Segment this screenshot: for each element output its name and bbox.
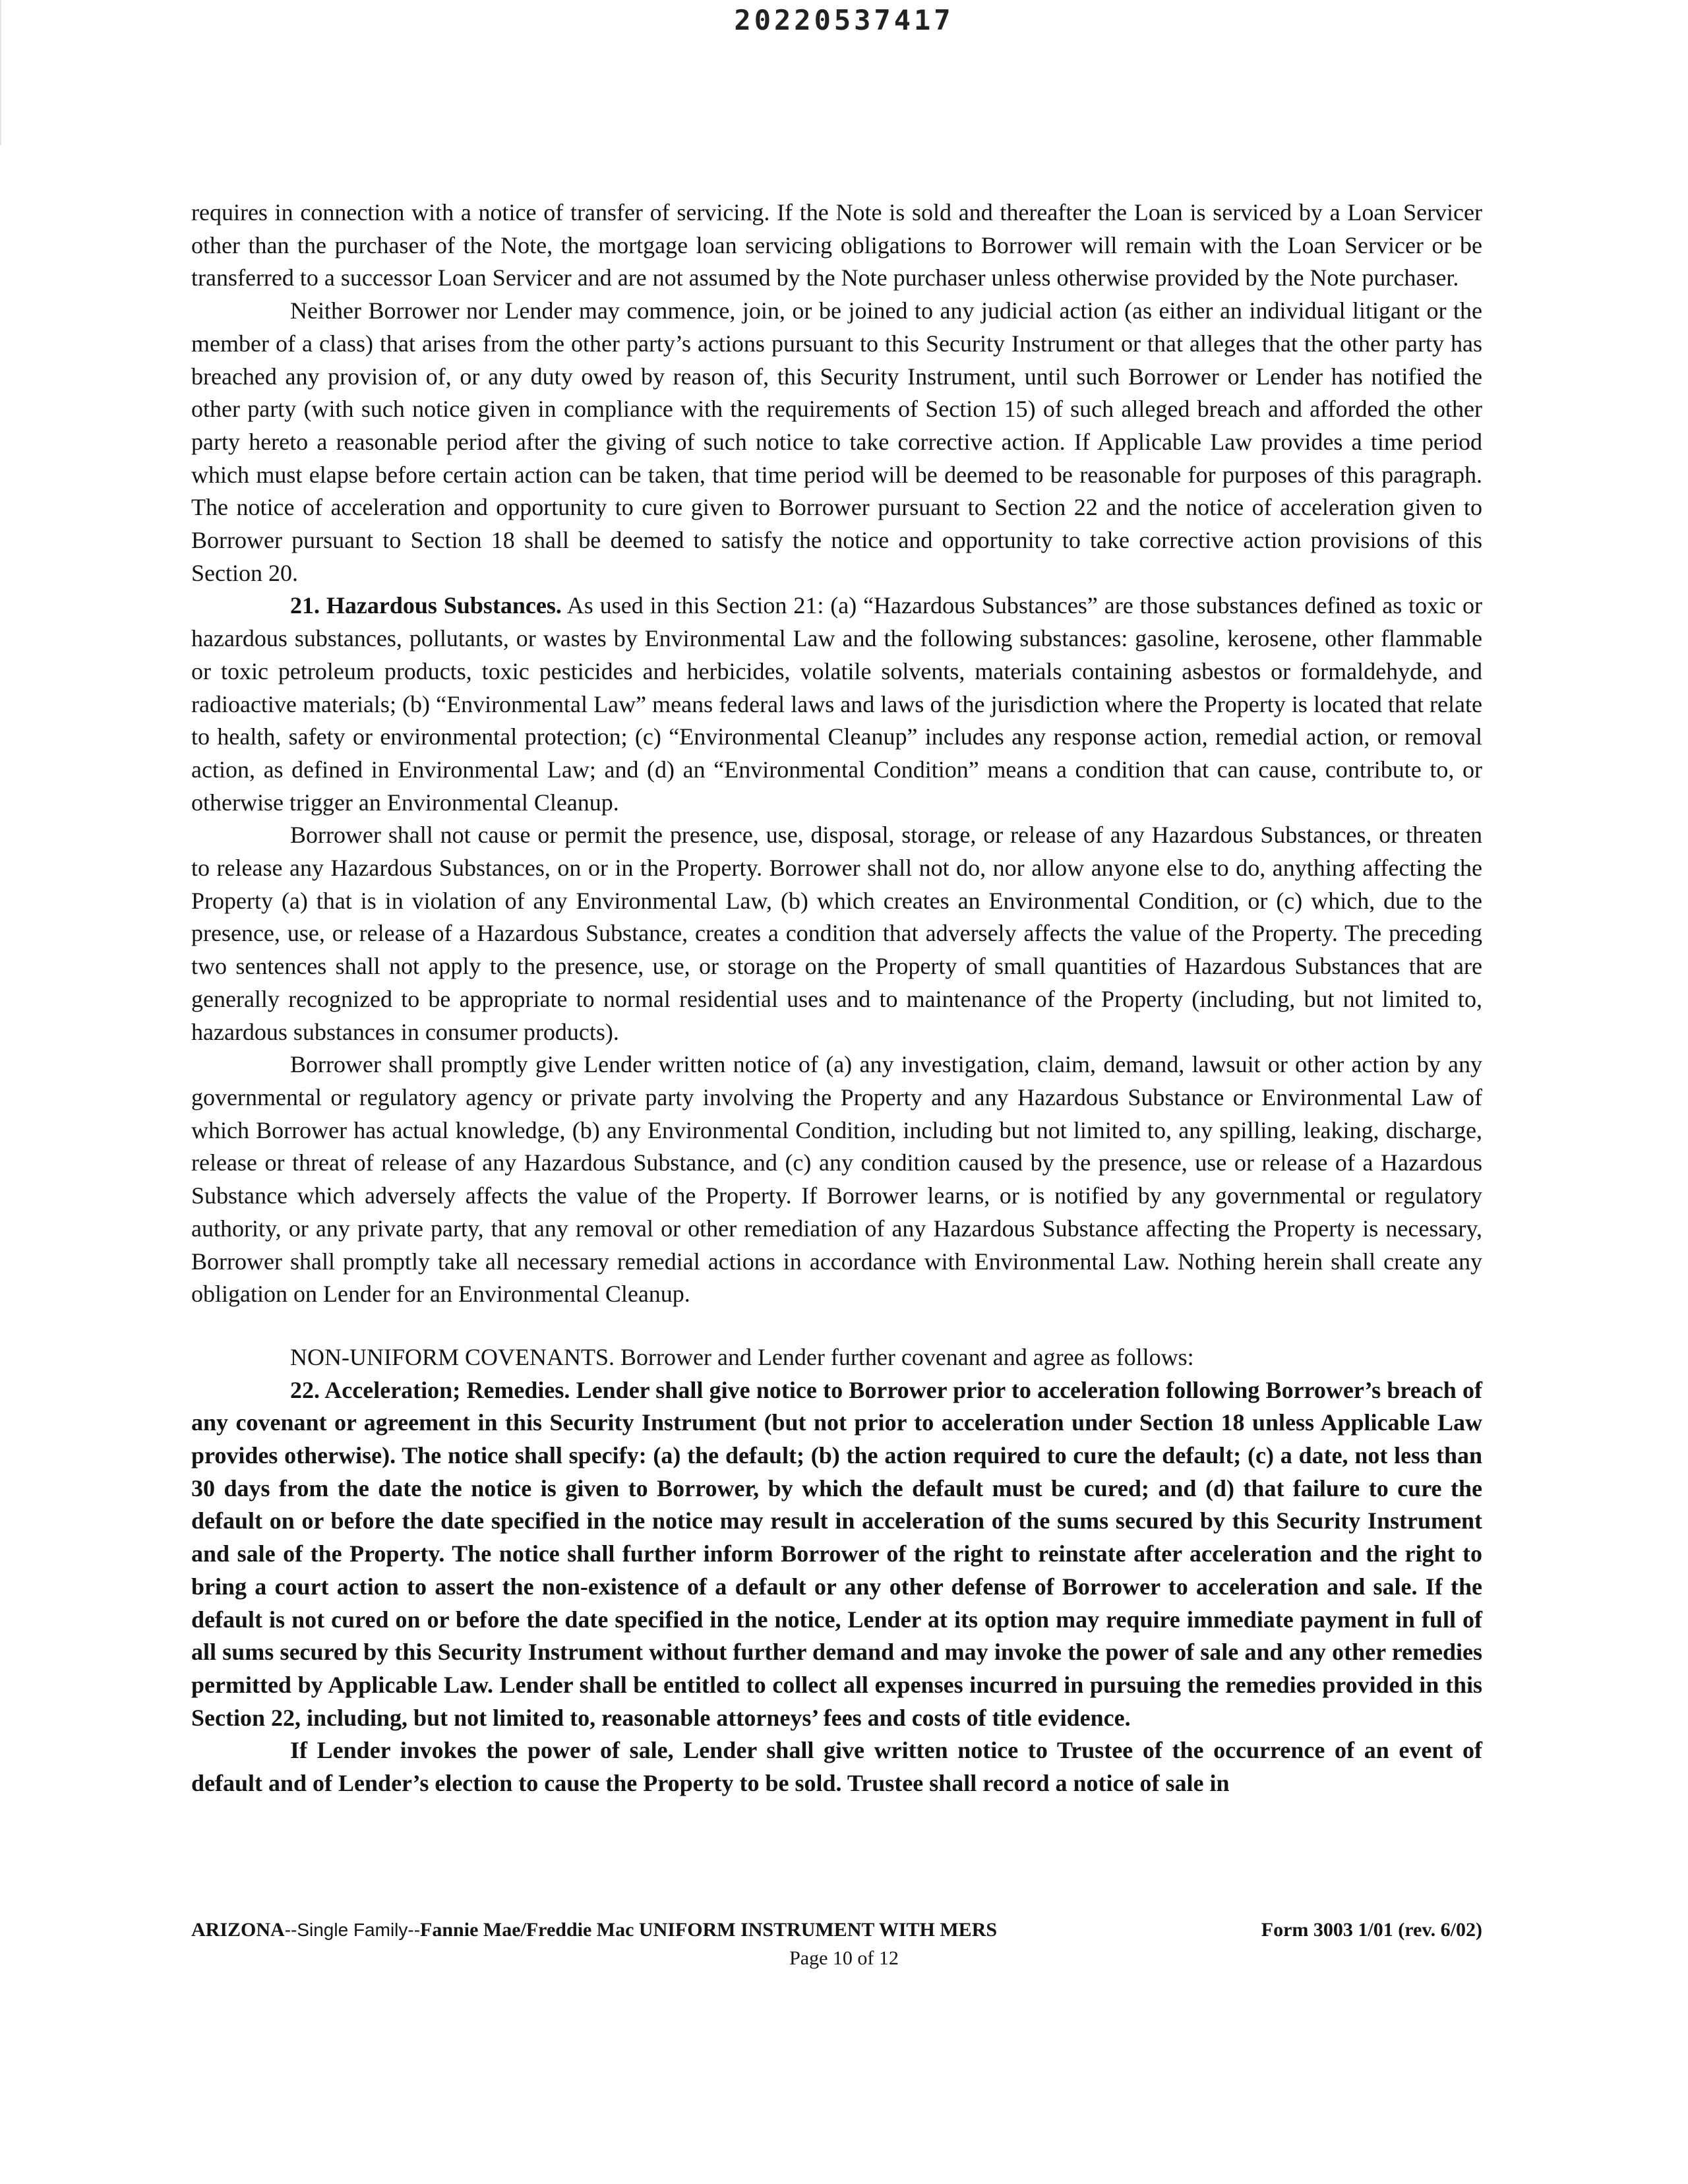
form-footer: [191, 1919, 1482, 1941]
paragraph-hazardous-use: Borrower shall not cause or permit the presence, use, disposal, storage, or release of any Hazardous Substances, or threaten to release any Hazardous Substances, on or in the Property. Borrower shall not do, nor allow anyone else to do, anything affecting the Property (a) that is in violation of any Environmental Law, (b) which creates an Environmental Condition, or (c) which, due to the presence, use, or release of a Hazardous Substance, creates a condition that adversely affects the value of the Property. The preceding two sentences shall not apply to the presence, use, or storage on the Property of small quantities of Hazardous Substances that are generally recognized to be appropriate to normal residential uses and to maintenance of the Property (including, but not limited to, hazardous substances in consumer products).: [191, 822, 1482, 1045]
non-uniform-covenants-heading: NON-UNIFORM COVENANTS. Borrower and Lender further covenant and agree as follows:: [290, 1343, 1194, 1370]
section-21-heading: 21. Hazardous Substances.: [290, 592, 562, 619]
paragraph-acceleration-remedies: 22. Acceleration; Remedies. Lender shall give notice to Borrower prior to acceleration following Borrower’s breach of any covenant or agreement in this Security Instrument (but not prior to acceleration under Section 18 unless Applicable Law provides otherwise). The notice shall specify: (a) the default; (b) the action required to cure the default; (c) a date, not less than 30 days from the date the notice is given to Borrower, by which the default must be cured; and (d) that failure to cure the default on or before the date specified in the notice may result in acceleration of the sums secured by this Security Instrument and sale of the Property. The notice shall further inform Borrower of the right to reinstate after acceleration and the right to bring a court action to assert the non-existence of a default or any other defense of Borrower to acceleration and sale. If the default is not cured on or before the date specified in the notice, Lender at its option may require immediate payment in full of all sums secured by this Security Instrument without further demand and may invoke the power of sale and any other remedies permitted by Applicable Law. Lender shall be entitled to collect all expenses incurred in pursuing the remedies provided in this Section 22, including, but not limited to, reasonable attorneys’ fees and costs of title evidence.: [191, 1376, 1482, 1731]
paragraph-servicing-transfer: requires in connection with a notice of transfer of servicing. If the Note is sold and thereafter the Loan is serviced by a Loan Servicer other than the purchaser of the Note, the mortgage loan servicing obligations to Borrower will remain with the Loan Servicer or be transferred to a successor Loan Servicer and are not assumed by the Note purchaser unless otherwise provided by the Note purchaser.: [191, 199, 1482, 291]
recording-number: 20220537417: [734, 4, 954, 36]
paragraph-power-of-sale: If Lender invokes the power of sale, Lender shall give written notice to Trustee of the occurrence of an event of default and of Lender’s election to cause the Property to be sold. Trustee shall record a notice of sale in: [191, 1737, 1482, 1797]
form-number: Form 3003 1/01 (rev. 6/02): [1261, 1919, 1482, 1941]
paragraph-judicial-action: Neither Borrower nor Lender may commence, join, or be joined to any judicial action (as either an individual litigant or the member of a class) that arises from the other party’s actions pursuant to this Security Instrument or that alleges that the other party has breached any provision of, or any duty owed by reason of, this Security Instrument, until such Borrower or Lender has notified the other party (with such notice given in compliance with the requirements of Section 15) of such alleged breach and afforded the other party hereto a reasonable period after the giving of such notice to take corrective action. If Applicable Law provides a time period which must elapse before certain action can be taken, that time period will be deemed to be reasonable for purposes of this paragraph. The notice of acceleration and opportunity to cure given to Borrower pursuant to Section 22 and the notice of acceleration given to Borrower pursuant to Section 18 shall be deemed to satisfy the notice and opportunity to take corrective action provisions of this Section 20.: [191, 297, 1482, 586]
paragraph-hazardous-notice: Borrower shall promptly give Lender written notice of (a) any investigation, claim, demand, lawsuit or other action by any governmental or regulatory agency or private party involving the Property and any Hazardous Substance or Environmental Law of which Borrower has actual knowledge, (b) any Environmental Condition, including but not limited to, any spilling, leaking, discharge, release or threat of release of any Hazardous Substance, and (c) any condition caused by the presence, use or release of a Hazardous Substance which adversely affects the value of the Property. If Borrower learns, or is notified by any governmental or regulatory authority, or any private party, that any removal or other remediation of any Hazardous Substance affecting the Property is necessary, Borrower shall promptly take all necessary remedial actions in accordance with Environmental Law. Nothing herein shall create any obligation on Lender for an Environmental Cleanup.: [191, 1051, 1482, 1308]
form-instrument-name: ARIZONA--Single Family--Fannie Mae/Freddie Mac UNIFORM INSTRUMENT WITH MERS: [191, 1919, 998, 1941]
section-spacer: [191, 1311, 1482, 1341]
page-number: Page 10 of 12: [789, 1947, 899, 1969]
document-body: [191, 197, 1482, 1800]
section-21-text: As used in this Section 21: (a) “Hazardous Substances” are those substances defined as toxic or hazardous substances, pollutants, or wastes by Environmental Law and the following substances: gasoline, kerosene, other flammable or toxic petroleum products, toxic pesticides and herbicides, volatile solvents, materials containing asbestos or formaldehyde, and radioactive materials; (b) “Environmental Law” means federal laws and laws of the jurisdiction where the Property is located that relate to health, safety or environmental protection; (c) “Environmental Cleanup” includes any response action, remedial action, or removal action, as defined in Environmental Law; and (d) an “Environmental Condition” means a condition that can cause, contribute to, or otherwise trigger an Environmental Cleanup.: [191, 592, 1483, 816]
paragraph-hazardous-definitions: [191, 590, 1482, 819]
